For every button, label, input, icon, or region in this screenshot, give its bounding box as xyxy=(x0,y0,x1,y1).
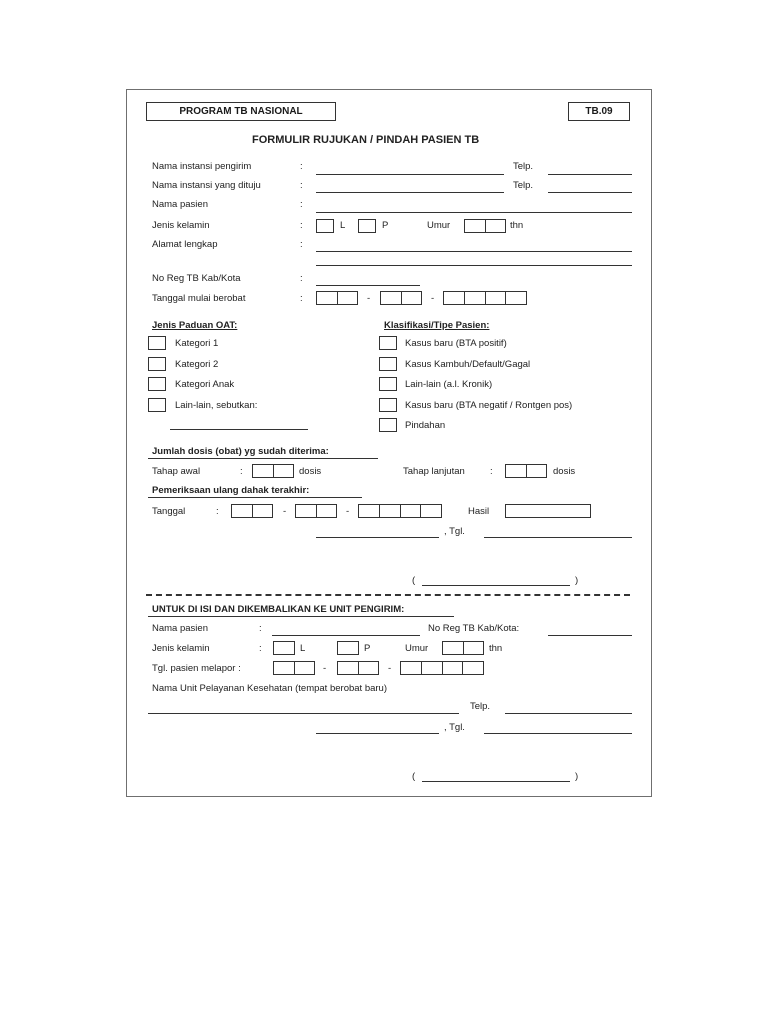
tgl-mulai-day[interactable] xyxy=(316,291,358,305)
oat-item: Kategori 1 xyxy=(175,338,219,349)
periksa-year[interactable] xyxy=(358,504,442,518)
periksa-day[interactable] xyxy=(231,504,273,518)
s2-lapor-year[interactable] xyxy=(400,661,484,675)
sign1-date-field[interactable] xyxy=(484,537,632,538)
s2-noreg-field[interactable] xyxy=(548,635,632,636)
form-title: FORMULIR RUJUKAN / PINDAH PASIEN TB xyxy=(252,134,480,146)
s2-noreg-label: No Reg TB Kab/Kota: xyxy=(428,623,520,634)
colon: : xyxy=(259,643,262,654)
noreg-field[interactable] xyxy=(316,285,420,286)
thn-label: thn xyxy=(510,220,524,231)
hasil-field[interactable] xyxy=(505,504,591,518)
tanggal-label: Tanggal xyxy=(152,506,186,517)
tgl-label: , Tgl. xyxy=(444,722,465,733)
dosis-title-rule xyxy=(148,458,378,459)
s2-gender-p-label: P xyxy=(364,643,371,654)
colon: : xyxy=(300,199,303,210)
colon: : xyxy=(300,161,303,172)
s2-nama-field[interactable] xyxy=(272,635,420,636)
hasil-label: Hasil xyxy=(468,506,490,517)
colon: : xyxy=(490,466,493,477)
oat-other-field[interactable] xyxy=(170,429,308,430)
sign1-name-field[interactable] xyxy=(422,585,570,586)
date-dash: - xyxy=(323,663,327,674)
tgl-mulai-label: Tanggal mulai berobat xyxy=(152,293,246,304)
tgl-mulai-year[interactable] xyxy=(443,291,527,305)
s2-tgl-lapor-label: Tgl. pasien melapor : xyxy=(152,663,241,674)
sign2-place-field[interactable] xyxy=(316,733,439,734)
periksa-month[interactable] xyxy=(295,504,337,518)
program-label: PROGRAM TB NASIONAL xyxy=(146,102,336,121)
paren-open: ( xyxy=(412,771,416,782)
s2-unit-label: Nama Unit Pelayanan Kesehatan (tempat berobat baru) xyxy=(152,683,387,694)
tgl-mulai-month[interactable] xyxy=(380,291,422,305)
cut-line xyxy=(146,594,630,596)
s2-gender-p-checkbox[interactable] xyxy=(337,641,359,655)
s2-jk-label: Jenis kelamin xyxy=(152,643,210,654)
colon: : xyxy=(300,220,303,231)
colon: : xyxy=(216,506,219,517)
klasifikasi-item: Kasus Kambuh/Default/Gagal xyxy=(405,359,531,370)
oat-item: Kategori Anak xyxy=(175,379,235,390)
paren-open: ( xyxy=(412,575,416,586)
periksa-title-rule xyxy=(148,497,362,498)
date-dash: - xyxy=(431,293,435,304)
klasifikasi-checkbox[interactable] xyxy=(379,357,397,371)
s2-gender-l-label: L xyxy=(300,643,306,654)
telp-label: Telp. xyxy=(513,180,534,191)
dituju-telp-field[interactable] xyxy=(548,192,632,193)
date-dash: - xyxy=(388,663,392,674)
s2-telp-label: Telp. xyxy=(470,701,491,712)
klasifikasi-item: Kasus baru (BTA negatif / Rontgen pos) xyxy=(405,400,573,411)
klasifikasi-checkbox[interactable] xyxy=(379,398,397,412)
dituju-label: Nama instansi yang dituju xyxy=(152,180,261,191)
s2-unit-field[interactable] xyxy=(148,713,459,714)
dituju-field[interactable] xyxy=(316,192,504,193)
klasifikasi-checkbox[interactable] xyxy=(379,336,397,350)
klasifikasi-title: Klasifikasi/Tipe Pasien: xyxy=(384,320,490,331)
oat-checkbox[interactable] xyxy=(148,357,166,371)
nama-pasien-label: Nama pasien xyxy=(152,199,208,210)
gender-p-checkbox[interactable] xyxy=(358,219,376,233)
alamat-label: Alamat lengkap xyxy=(152,239,218,250)
sign1-place-field[interactable] xyxy=(316,537,439,538)
s2-nama-label: Nama pasien xyxy=(152,623,208,634)
colon: : xyxy=(300,273,303,284)
s2-gender-l-checkbox[interactable] xyxy=(273,641,295,655)
tahap-lanjutan-field[interactable] xyxy=(505,464,547,478)
periksa-title: Pemeriksaan ulang dahak terakhir: xyxy=(152,485,310,496)
paren-close: ) xyxy=(575,575,579,586)
s2-lapor-month[interactable] xyxy=(337,661,379,675)
oat-item: Kategori 2 xyxy=(175,359,219,370)
sign2-name-field[interactable] xyxy=(422,781,570,782)
gender-p-label: P xyxy=(382,220,389,231)
jenis-kelamin-label: Jenis kelamin xyxy=(152,220,210,231)
colon: : xyxy=(300,180,303,191)
date-dash: - xyxy=(367,293,371,304)
nama-pasien-field[interactable] xyxy=(316,212,632,213)
alamat-field-2[interactable] xyxy=(316,265,632,266)
tahap-awal-label: Tahap awal xyxy=(152,466,201,477)
colon: : xyxy=(259,623,262,634)
dosis-unit: dosis xyxy=(299,466,322,477)
sign2-date-field[interactable] xyxy=(484,733,632,734)
pengirim-label: Nama instansi pengirim xyxy=(152,161,252,172)
umur-field[interactable] xyxy=(464,219,506,233)
dosis-unit: dosis xyxy=(553,466,576,477)
form-code: TB.09 xyxy=(568,102,630,121)
klasifikasi-checkbox[interactable] xyxy=(379,418,397,432)
oat-title: Jenis Paduan OAT: xyxy=(152,320,238,331)
gender-l-checkbox[interactable] xyxy=(316,219,334,233)
umur-label: Umur xyxy=(427,220,451,231)
dosis-title: Jumlah dosis (obat) yg sudah diterima: xyxy=(152,446,329,457)
colon: : xyxy=(300,293,303,304)
oat-checkbox[interactable] xyxy=(148,398,166,412)
colon: : xyxy=(300,239,303,250)
tgl-label: , Tgl. xyxy=(444,526,465,537)
klasifikasi-item: Kasus baru (BTA positif) xyxy=(405,338,507,349)
paren-close: ) xyxy=(575,771,579,782)
oat-checkbox[interactable] xyxy=(148,377,166,391)
s2-umur-field[interactable] xyxy=(442,641,484,655)
section2-title-rule xyxy=(148,616,454,617)
klasifikasi-item: Lain-lain (a.l. Kronik) xyxy=(405,379,493,390)
klasifikasi-checkbox[interactable] xyxy=(379,377,397,391)
s2-umur-label: Umur xyxy=(405,643,429,654)
date-dash: - xyxy=(283,506,287,517)
tahap-lanjutan-label: Tahap lanjutan xyxy=(403,466,465,477)
alamat-field-1[interactable] xyxy=(316,251,632,252)
s2-lapor-day[interactable] xyxy=(273,661,315,675)
date-dash: - xyxy=(346,506,350,517)
section2-title: UNTUK DI ISI DAN DIKEMBALIKAN KE UNIT PENGIRIM: xyxy=(152,604,405,615)
s2-thn-label: thn xyxy=(489,643,503,654)
pengirim-telp-field[interactable] xyxy=(548,174,632,175)
oat-checkbox[interactable] xyxy=(148,336,166,350)
oat-item: Lain-lain, sebutkan: xyxy=(175,400,258,411)
tahap-awal-field[interactable] xyxy=(252,464,294,478)
klasifikasi-item: Pindahan xyxy=(405,420,446,431)
s2-telp-field[interactable] xyxy=(505,713,632,714)
gender-l-label: L xyxy=(340,220,346,231)
colon: : xyxy=(240,466,243,477)
pengirim-field[interactable] xyxy=(316,174,504,175)
telp-label: Telp. xyxy=(513,161,534,172)
noreg-label: No Reg TB Kab/Kota xyxy=(152,273,241,284)
